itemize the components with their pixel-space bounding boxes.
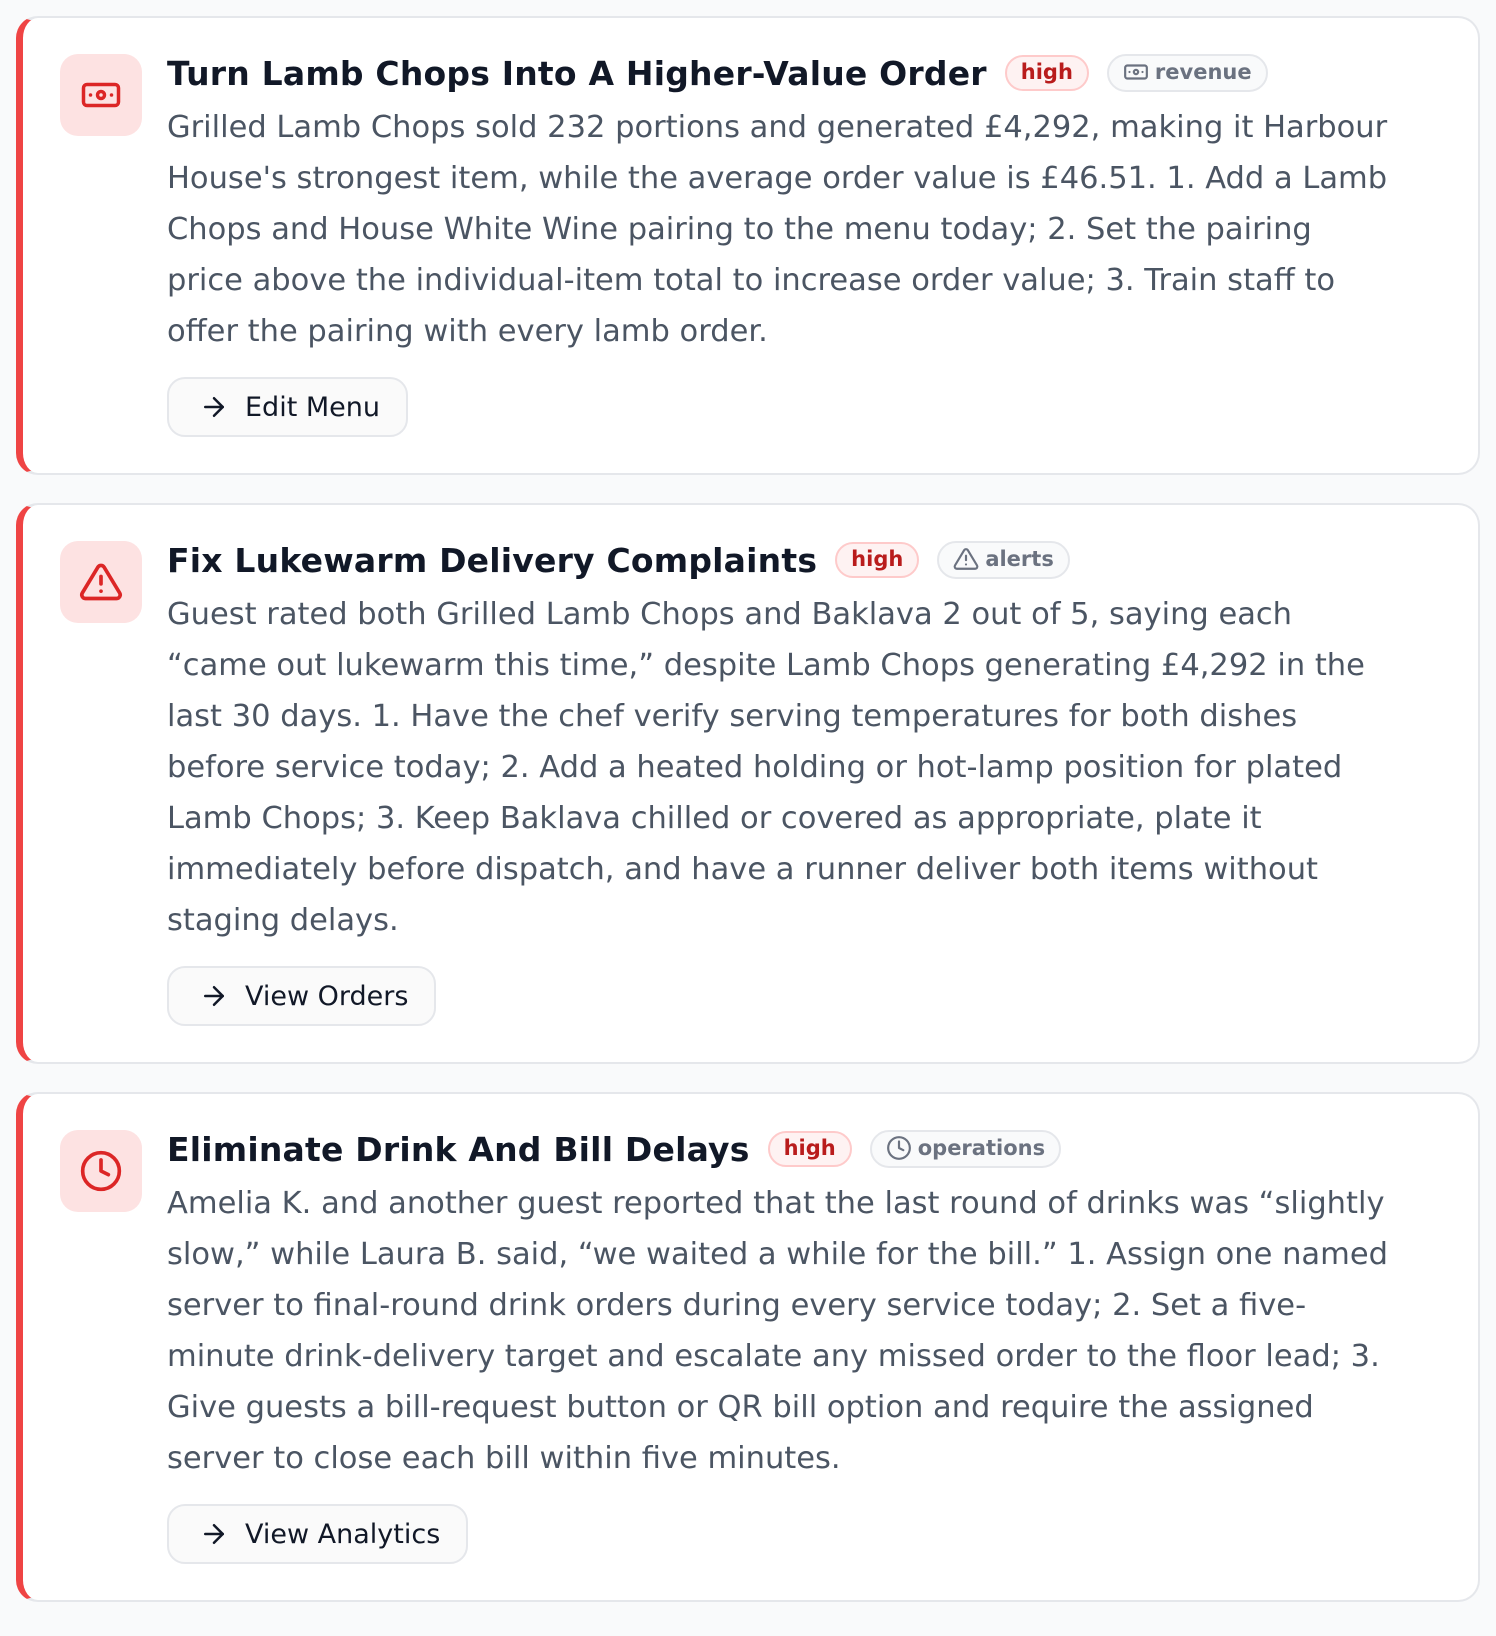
money-icon xyxy=(1123,59,1149,85)
money-icon xyxy=(80,74,122,116)
clock-icon xyxy=(79,1149,123,1193)
arrow-right-icon xyxy=(199,1519,229,1549)
action-label: View Orders xyxy=(245,980,409,1012)
category-label: operations xyxy=(917,1136,1046,1160)
category-badge xyxy=(870,1130,1061,1168)
warning-icon xyxy=(953,546,979,572)
insight-icon-tile xyxy=(60,541,142,623)
priority-badge: high xyxy=(835,542,919,578)
category-badge xyxy=(937,541,1070,579)
warning-icon xyxy=(79,560,123,604)
action-label: View Analytics xyxy=(245,1518,441,1550)
insight-title: Turn Lamb Chops Into A Higher-Value Order xyxy=(167,53,987,93)
insight-description: Grilled Lamb Chops sold 232 portions and generated £4,292, making it Harbour House's strongest item, while the average order value is £46.51. 1. Add a Lamb Chops and House White Wine pairing to the menu today; 2. Set the pairing price above the individual-item total to increase order value; 3. Train staff to offer the pairing with every lamb order. xyxy=(167,110,1388,349)
insight-icon-tile xyxy=(60,1130,142,1212)
category-label: alerts xyxy=(985,547,1054,571)
insight-description: Guest rated both Grilled Lamb Chops and Baklava 2 out of 5, saying each “came out lukewarm this time,” despite Lamb Chops generating £4,292 in the last 30 days. 1. Have the chef verify serving temperatures for both dishes before service today; 2. Add a heated holding or hot-lamp position for plated Lamb Chops; 3. Keep Baklava chilled or covered as appropriate, plate it immediately before dispatch, and have a runner deliver both items without staging delays. xyxy=(167,597,1365,938)
category-badge xyxy=(1107,54,1268,92)
action-label: Edit Menu xyxy=(245,391,380,423)
insights-list xyxy=(16,16,1480,1630)
arrow-right-icon xyxy=(199,981,229,1011)
insight-title: Fix Lukewarm Delivery Complaints xyxy=(167,540,818,580)
view-orders-button[interactable] xyxy=(167,966,436,1026)
clock-icon xyxy=(886,1135,912,1161)
insight-description: Amelia K. and another guest reported that the last round of drinks was “slightly slow,” while Laura B. said, “we waited a while for the bill.” 1. Assign one named server to final-round drink orders during every service today; 2. Set a five-minute drink-delivery target and escalate any missed order to the floor lead; 3. Give guests a bill-request button or QR bill option and require the assigned server to close each bill within five minutes. xyxy=(167,1186,1388,1476)
insight-title: Eliminate Drink And Bill Delays xyxy=(167,1129,750,1169)
edit-menu-button[interactable] xyxy=(167,377,408,437)
arrow-right-icon xyxy=(199,392,229,422)
insight-icon-tile xyxy=(60,54,142,136)
insight-card-revenue xyxy=(16,16,1480,475)
insight-card-alerts xyxy=(16,503,1480,1064)
priority-badge: high xyxy=(768,1131,852,1167)
view-analytics-button[interactable] xyxy=(167,1504,468,1564)
insight-card-operations xyxy=(16,1092,1480,1602)
category-label: revenue xyxy=(1154,60,1252,84)
priority-badge: high xyxy=(1005,55,1089,91)
